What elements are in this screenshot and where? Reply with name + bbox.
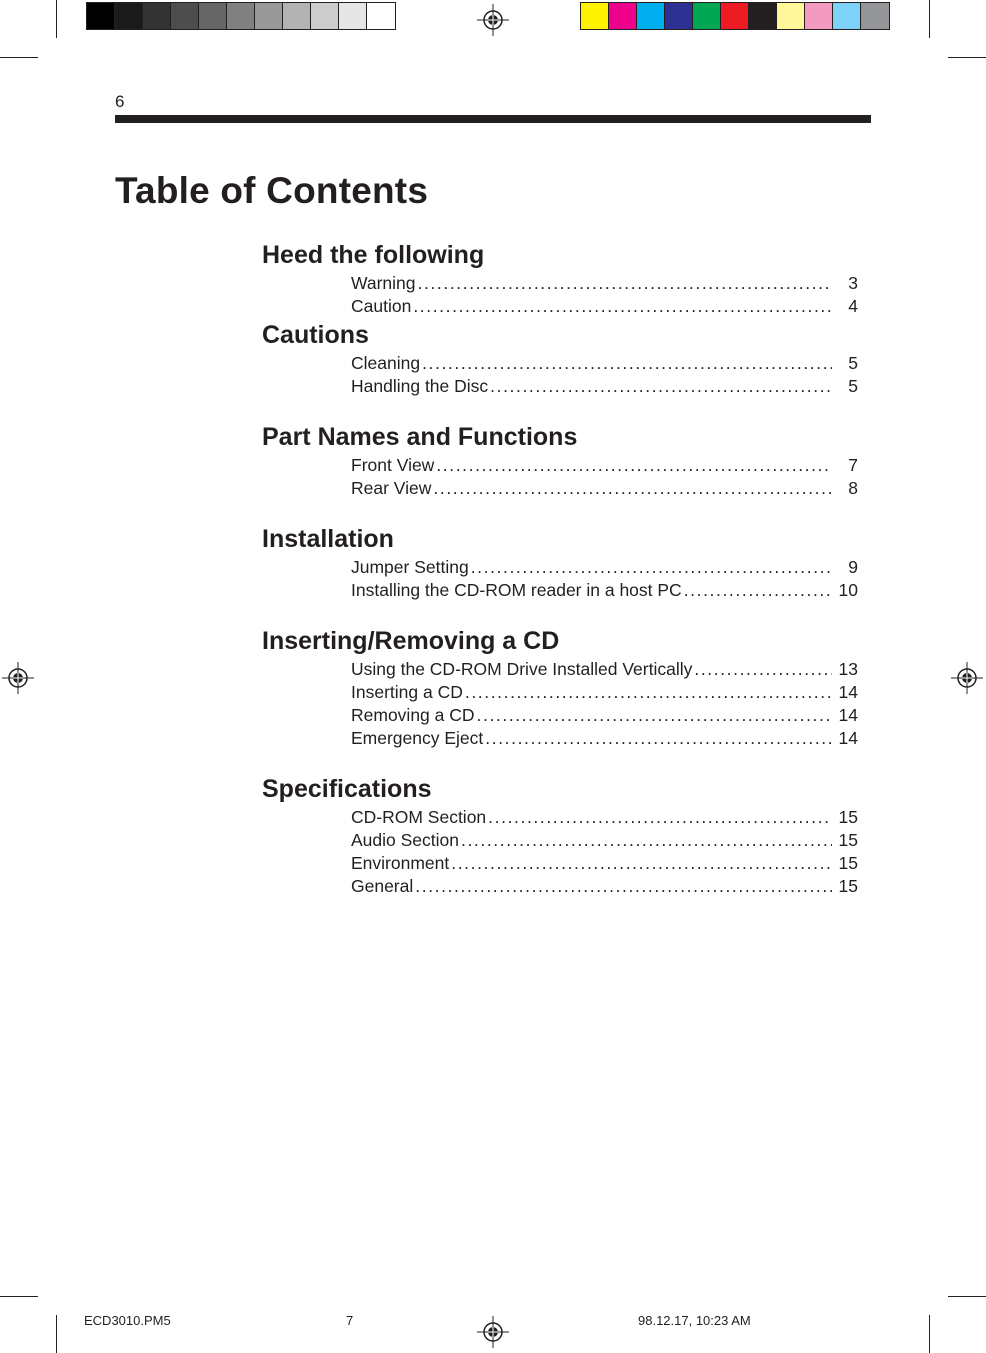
toc-entry-label: CD-ROM Section xyxy=(351,807,487,827)
toc-entry-label: General xyxy=(351,876,414,896)
gray-swatch xyxy=(283,3,311,29)
toc-entry-page: 10 xyxy=(838,580,858,600)
toc-entry-label: Installing the CD-ROM reader in a host PC xyxy=(351,580,682,600)
gray-swatch xyxy=(367,3,395,29)
toc-dot-leader xyxy=(433,477,832,500)
toc-entry-label: Caution xyxy=(351,296,412,316)
toc-entry-label: Jumper Setting xyxy=(351,557,469,577)
toc-entry-label: Using the CD-ROM Drive Installed Vertically xyxy=(351,659,693,679)
crop-mark-top-right-h xyxy=(948,57,986,58)
toc-entry-label: Audio Section xyxy=(351,830,459,850)
footer-filename: ECD3010.PM5 xyxy=(84,1313,171,1328)
crop-mark-bottom-left-v xyxy=(56,1315,57,1353)
toc-entry-page: 3 xyxy=(848,273,858,293)
crop-mark-bottom-right-h xyxy=(948,1296,986,1297)
toc-entry[interactable] xyxy=(351,579,858,602)
gray-swatch xyxy=(171,3,199,29)
registration-mark-bottom-icon xyxy=(477,1316,509,1348)
toc-dot-leader xyxy=(488,806,832,829)
toc-entry-page: 15 xyxy=(838,830,858,850)
toc-entry[interactable] xyxy=(351,454,858,477)
toc-dot-leader xyxy=(694,658,832,681)
gray-swatch xyxy=(199,3,227,29)
toc-dot-leader xyxy=(684,579,832,602)
registration-mark-right-icon xyxy=(951,662,983,694)
toc-dot-leader xyxy=(471,556,832,579)
footer-sheet-number: 7 xyxy=(346,1313,354,1328)
toc-entry-page: 9 xyxy=(848,557,858,577)
page-title: Table of Contents xyxy=(115,170,429,211)
gray-swatch xyxy=(339,3,367,29)
gray-swatch xyxy=(87,3,115,29)
toc-dot-leader xyxy=(461,829,832,852)
header-rule xyxy=(115,115,871,123)
toc-entry-page: 5 xyxy=(848,353,858,373)
toc-dot-leader xyxy=(485,727,832,750)
toc-section-title: Part Names and Functions xyxy=(262,423,578,451)
color-swatch xyxy=(805,3,833,29)
color-swatch xyxy=(861,3,889,29)
toc-entry[interactable] xyxy=(351,806,858,829)
toc-entry-page: 15 xyxy=(838,876,858,896)
footer-timestamp: 98.12.17, 10:23 AM xyxy=(638,1313,751,1328)
toc-entry-label: Cleaning xyxy=(351,353,421,373)
crop-mark-bottom-right-v xyxy=(929,1315,930,1353)
toc-dot-leader xyxy=(436,454,832,477)
toc-entry-page: 14 xyxy=(838,682,858,702)
color-swatch xyxy=(749,3,777,29)
toc-section-title: Installation xyxy=(262,525,394,553)
toc-entry-label: Warning xyxy=(351,273,416,293)
toc-entry-page: 15 xyxy=(838,853,858,873)
toc-entry[interactable] xyxy=(351,681,858,704)
gray-swatch xyxy=(143,3,171,29)
page-number: 6 xyxy=(115,92,125,111)
color-swatch xyxy=(693,3,721,29)
toc-entry-label: Handling the Disc xyxy=(351,376,489,396)
crop-mark-top-left-v xyxy=(56,0,57,38)
toc-section xyxy=(262,318,858,398)
toc-section xyxy=(262,420,858,500)
toc-section-title: Cautions xyxy=(262,321,369,349)
registration-mark-left-icon xyxy=(2,662,34,694)
toc-entry-page: 5 xyxy=(848,376,858,396)
table-of-contents xyxy=(262,238,858,920)
toc-entry-page: 13 xyxy=(838,659,858,679)
toc-entry[interactable] xyxy=(351,829,858,852)
toc-entry-page: 8 xyxy=(848,478,858,498)
toc-section-title: Specifications xyxy=(262,775,432,803)
toc-dot-leader xyxy=(451,852,832,875)
toc-entry[interactable] xyxy=(351,875,858,898)
toc-entry-label: Environment xyxy=(351,853,450,873)
toc-dot-leader xyxy=(413,295,832,318)
crop-mark-bottom-left-h xyxy=(0,1296,38,1297)
toc-dot-leader xyxy=(415,875,832,898)
toc-entry[interactable] xyxy=(351,658,858,681)
toc-entry-label: Front View xyxy=(351,455,435,475)
toc-entry-page: 4 xyxy=(848,296,858,316)
toc-entry[interactable] xyxy=(351,556,858,579)
color-swatch xyxy=(581,3,609,29)
toc-dot-leader xyxy=(418,272,832,295)
registration-mark-top-icon xyxy=(477,4,509,36)
toc-entry[interactable] xyxy=(351,375,858,398)
color-swatch xyxy=(721,3,749,29)
toc-section-title: Heed the following xyxy=(262,241,485,269)
toc-entry[interactable] xyxy=(351,727,858,750)
process-color-bar xyxy=(580,2,890,30)
crop-mark-top-left-h xyxy=(0,57,38,58)
gray-swatch xyxy=(311,3,339,29)
toc-entry-label: Removing a CD xyxy=(351,705,475,725)
toc-entry[interactable] xyxy=(351,352,858,375)
toc-dot-leader xyxy=(490,375,832,398)
toc-dot-leader xyxy=(477,704,832,727)
gray-swatch xyxy=(115,3,143,29)
color-swatch xyxy=(637,3,665,29)
grayscale-color-bar xyxy=(86,2,396,30)
color-swatch xyxy=(777,3,805,29)
toc-section xyxy=(262,624,858,750)
color-swatch xyxy=(609,3,637,29)
toc-section xyxy=(262,238,858,318)
toc-section xyxy=(262,772,858,898)
toc-section-title: Inserting/Removing a CD xyxy=(262,627,560,655)
gray-swatch xyxy=(255,3,283,29)
toc-entry-label: Rear View xyxy=(351,478,432,498)
toc-entry[interactable] xyxy=(351,295,858,318)
toc-entry-page: 7 xyxy=(848,455,858,475)
toc-section xyxy=(262,522,858,602)
gray-swatch xyxy=(227,3,255,29)
color-swatch xyxy=(833,3,861,29)
toc-entry[interactable] xyxy=(351,477,858,500)
toc-entry-page: 14 xyxy=(838,728,858,748)
toc-entry-page: 15 xyxy=(838,807,858,827)
toc-entry-label: Emergency Eject xyxy=(351,728,484,748)
toc-dot-leader xyxy=(465,681,832,704)
toc-entry[interactable] xyxy=(351,704,858,727)
toc-entry-page: 14 xyxy=(838,705,858,725)
color-swatch xyxy=(665,3,693,29)
toc-entry-label: Inserting a CD xyxy=(351,682,463,702)
toc-entry[interactable] xyxy=(351,272,858,295)
toc-entry[interactable] xyxy=(351,852,858,875)
crop-mark-top-right-v xyxy=(929,0,930,38)
toc-dot-leader xyxy=(422,352,832,375)
